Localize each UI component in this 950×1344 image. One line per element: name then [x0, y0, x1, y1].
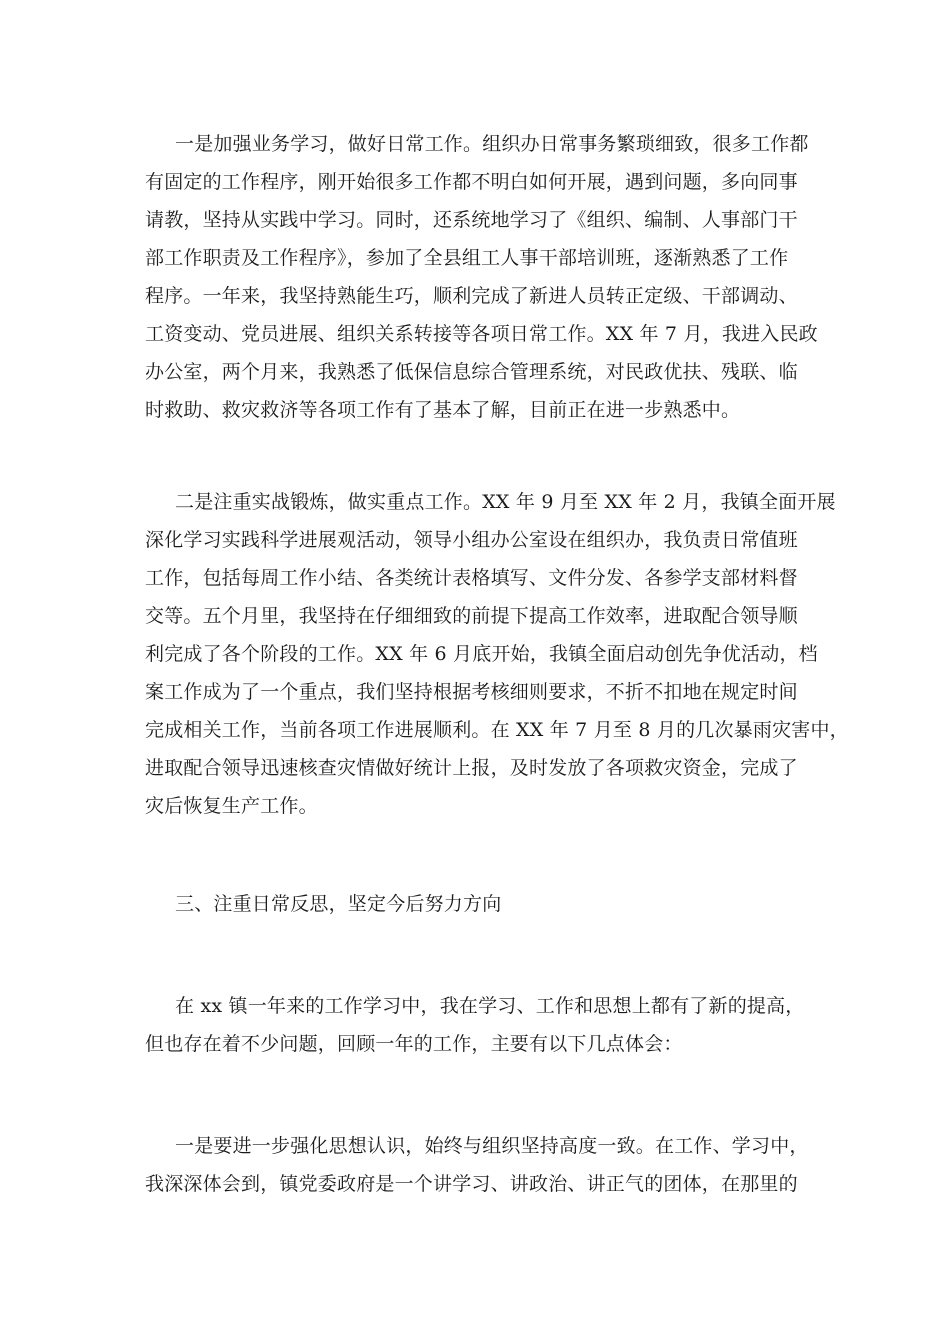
text-line: 时救助、救灾救济等各项工作有了基本了解，目前正在进一步熟悉中。	[145, 399, 741, 421]
text-line: 工资变动、党员进展、组织关系转接等各项日常工作。XX 年 7 月，我进入民政	[145, 323, 818, 345]
text-line: 办公室，两个月来，我熟悉了低保信息综合管理系统，对民政优扶、残联、临	[145, 361, 798, 383]
text-line: 我深深体会到，镇党委政府是一个讲学习、讲政治、讲正气的团体，在那里的	[145, 1173, 798, 1195]
text-line: 二是注重实战锻炼，做实重点工作。XX 年 9 月至 XX 年 2 月，我镇全面开展	[175, 491, 836, 513]
text-line: 利完成了各个阶段的工作。XX 年 6 月底开始，我镇全面启动创先争优活动，档	[145, 643, 818, 665]
text-line: 案工作成为了一个重点，我们坚持根据考核细则要求，不折不扣地在规定时间	[145, 681, 798, 703]
text-line: 灾后恢复生产工作。	[145, 795, 318, 817]
text-line: 交等。五个月里，我坚持在仔细细致的前提下提高工作效率，进取配合领导顺	[145, 605, 798, 627]
text-line: 一是要进一步强化思想认识，始终与组织坚持高度一致。在工作、学习中，	[175, 1135, 809, 1157]
text-line: 完成相关工作，当前各项工作进展顺利。在 XX 年 7 月至 8 月的几次暴雨灾害中，	[145, 719, 849, 741]
text-line: 一是加强业务学习，做好日常工作。组织办日常事务繁琐细致，很多工作都	[175, 133, 809, 155]
text-line: 请教，坚持从实践中学习。同时，还系统地学习了《组织、编制、人事部门干	[145, 209, 798, 231]
text-line: 部工作职责及工作程序》，参加了全县组工人事干部培训班，逐渐熟悉了工作	[145, 247, 789, 269]
text-line: 深化学习实践科学进展观活动，领导小组办公室设在组织办，我负责日常值班	[145, 529, 798, 551]
text-line: 程序。一年来，我坚持熟能生巧，顺利完成了新进人员转正定级、干部调动、	[145, 285, 798, 307]
text-line: 进取配合领导迅速核查灾情做好统计上报，及时发放了各项救灾资金，完成了	[145, 757, 798, 779]
text-line: 有固定的工作程序，刚开始很多工作都不明白如何开展，遇到问题，多向同事	[145, 171, 798, 193]
heading-line: 三、注重日常反思，坚定今后努力方向	[175, 893, 502, 915]
text-line: 在 xx 镇一年来的工作学习中，我在学习、工作和思想上都有了新的提高，	[175, 995, 805, 1017]
text-line: 但也存在着不少问题，回顾一年的工作，主要有以下几点体会：	[145, 1033, 683, 1055]
text-line: 工作，包括每周工作小结、各类统计表格填写、文件分发、各参学支部材料督	[145, 567, 798, 589]
